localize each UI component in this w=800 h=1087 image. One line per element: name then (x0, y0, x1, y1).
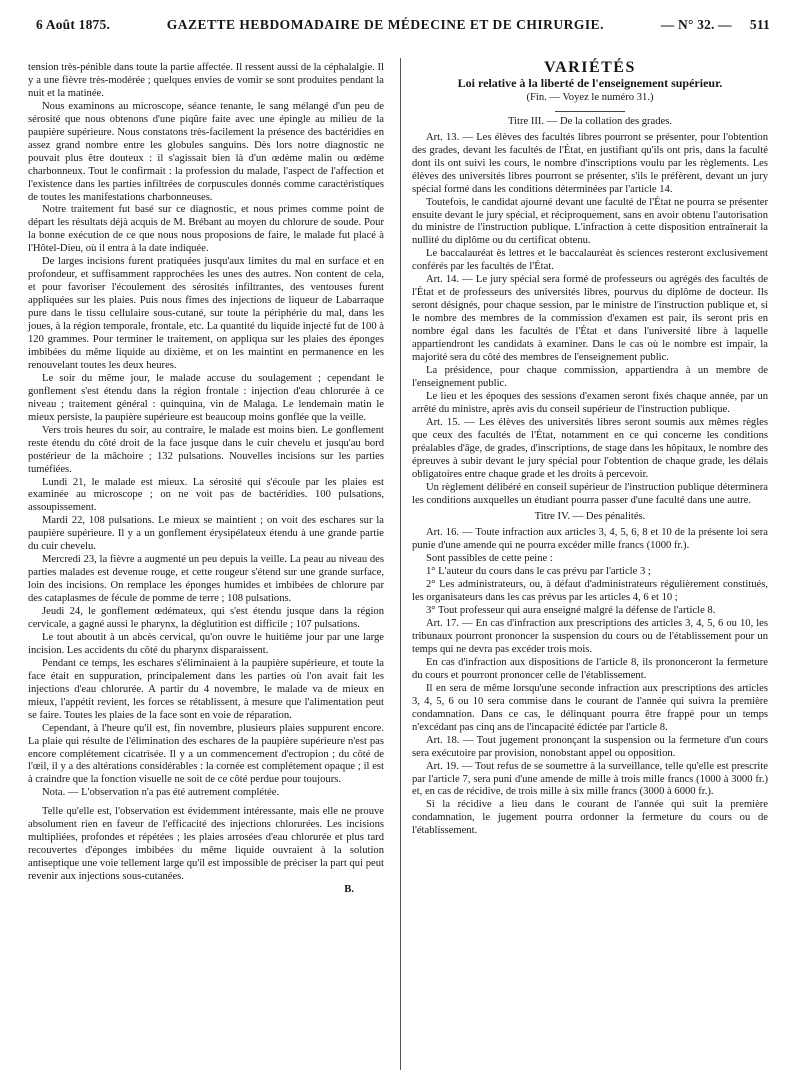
left-paragraph: Telle qu'elle est, l'observation est évidemment intéressante, mais elle ne prouve absolument rien en faveur de l'efficacité des injections chlorurées. Les incisions multipliées, profondes et répétées ; les plaies arrosées d'eau chlorurée et plus tard recouvertes d'éponges imbibées du même liquide ouvraient à la solution antiseptique une voie tellement large qu'il est impossible de préciser la part qui peut revenir aux injections sous-cutanées. (28, 806, 384, 883)
right-paragraph: 1° L'auteur du cours dans le cas prévu par l'article 3 ; (426, 566, 651, 578)
left-paragraph: De larges incisions furent pratiquées jusqu'aux limites du mal en surface et en profondeur, et suffisamment rapprochées les unes des autres. Non content de cela, et pour favoriser l'écoulement des sérosités infiltrantes, des ventouses furent appliquées sur les plaies. Puis nous fîmes des injections de liqueur de Labarraque pure dans le tissu cellulaire sous-cutané, sur toute la périphérie du mal, dans les joues, à la région temporale, frontale, etc. La quantité du liquide injecté fut de 100 à 120 grammes. Pour terminer le traitement, on appliqua sur les plaies des éponges imbibées du même liquide au dixième, et on les maintint en permanence en les renouvelant toutes les deux heures. (28, 256, 384, 371)
column-divider (400, 58, 401, 1070)
right-paragraph: Sont passibles de cette peine : (426, 553, 553, 565)
right-paragraph: La présidence, pour chaque commission, appartiendra à un membre de l'enseignement public. (412, 364, 768, 389)
left-paragraph: Nota. — L'observation n'a pas été autrement complétée. (42, 787, 280, 799)
header-title: GAZETTE HEBDOMADAIRE DE MÉDECINE ET DE CHIRURGIE. (166, 17, 604, 32)
right-paragraph: Art. 17. — En cas d'infraction aux prescriptions des articles 3, 4, 5, 6 ou 10, les tribunaux pourront prononcer la suspension du cours ou de l'établissement pour un temps qui ne devra pas excéder trois mois. (412, 618, 768, 655)
author-signature: B. (344, 884, 354, 896)
right-paragraph: Si la récidive a lieu dans le courant de l'année qui suit la première condamnation, le jugement pourra ordonner la fermeture du cours ou de l'établissement. (412, 799, 768, 837)
continuation-note: (Fin. — Voyez le numéro 31.) (526, 91, 654, 103)
left-paragraph: Pendant ce temps, les eschares s'éliminaient à la paupière supérieure, et toute la face était en suppuration, principalement dans les parties où l'on avait fait les injections d'eau chlorurée. A partir du 4 novembre, le malade va de mieux en mieux, l'appétit revient, les forces se rétablissent, à mesure que l'alimentation peut se faire. Toutes les plaies de la face sont en voie de réparation. (28, 657, 384, 721)
left-paragraph: Nous examinons au microscope, séance tenante, le sang mélangé d'un peu de sérosité que nous obtenons d'une piqûre faite avec une épingle au milieu de la paupière supérieure. Nous constatons très-facilement la présence des bactéridies en assez grand nombre entre les globules sanguins. Dès lors notre diagnostic ne pouvait plus être douteux : il s'agissait bien là d'un œdème malin ou œdème charbonneux. Tout le confirmait : la profession du malade, l'aspect de l'affection et l'existence dans les parties infiltrées de corpuscules donnés comme caractéristiques de toutes les manifestations charbonneuses. (28, 100, 384, 203)
left-paragraph: Vers trois heures du soir, au contraire, le malade est moins bien. Le gonflement reste étendu du côté droit de la face jusque dans le cuir chevelu et jusqu'au bord postérieur de la mâchoire ; 132 pulsations. Nouvelles incisions sur les parties tuméfiées. (28, 424, 384, 475)
right-paragraph: Art. 14. — Le jury spécial sera formé de professeurs ou agrégés des facultés de l'État et de professeurs des universités libres, pourvus du diplôme de docteur. Ils seront désignés, pour chaque session, par le ministre de l'instruction publique et, si le nombre des membres de la commission d'examen est pair, ils seront pris en nombre égal dans les facultés de l'État et dans l'université libre à laquelle appartiendront les candidats à examiner. Dans le cas où le nombre est impair, la majorité sera du côté des membres de l'enseignement public. (412, 274, 768, 364)
heading-rule (555, 111, 625, 112)
left-paragraph: Notre traitement fut basé sur ce diagnostic, et nous primes comme point de départ les résultats déjà acquis de M. Brébant au moyen du chlorure de soude. Pour la bonne exécution de ce que nous nous proposions de faire, le malade fut placé à l'Hôtel-Dieu, où il entra à la date indiquée. (28, 204, 384, 255)
right-paragraph: Art. 13. — Les élèves des facultés libres pourront se présenter, pour l'obtention des grades, devant les facultés de l'État, en justifiant qu'ils ont pris, dans la faculté dont ils ont suivi les cours, le nombre d'inscriptions voulu par les règlements. Les élèves des universités libres pourront se présenter, s'ils le préfèrent, devant un jury spécial formé dans les conditions déterminées par l'article 14. (412, 131, 768, 195)
article-heading: Loi relative à la liberté de l'enseignement supérieur. (457, 75, 723, 90)
right-paragraph: Toutefois, le candidat ajourné devant une faculté de l'État ne pourra se présenter ensuite devant le jury spécial, et réciproquement, sans en avoir obtenu l'autorisation du ministre de l'instruction publique. L'infraction à cette disposition entraînerait la nullité du diplôme ou du certificat obtenu. (412, 196, 768, 247)
right-paragraph: Le baccalauréat ès lettres et le baccalauréat ès sciences resteront exclusivement conférés par les facultés de l'État. (412, 248, 768, 273)
left-paragraph: tension très-pénible dans toute la partie affectée. Il ressent aussi de la céphalalgie. Il y a une fièvre très-modérée ; quelques envies de vomir se sont produites pendant la nuit et la matinée. (28, 62, 384, 99)
right-paragraph: Il en sera de même lorsqu'une seconde infraction aux prescriptions des articles 3, 4, 5, 6 ou 10 sera commise dans le courant de l'année qui suivra la première condamnation. Dans ce cas, le délinquant pourra être frappé pour un temps n'excédant pas cinq ans de l'incapacité édictée par l'article 8. (412, 682, 768, 733)
left-paragraph: Le soir du même jour, le malade accuse du soulagement ; cependant le gonflement s'est étendu dans la région frontale : injection d'eau chlorurée à ce niveau ; traitement général : quinquina, vin de Malaga. Le lendemain matin le mieux persiste, la paupière supérieure est beaucoup moins gonflée que la veille. (28, 372, 384, 423)
title-iv-heading: Titre IV. — Des pénalités. (534, 511, 646, 523)
left-paragraph: Mardi 22, 108 pulsations. Le mieux se maintient ; on voit des eschares sur la paupière supérieure. Il y a un gonflement érysipélateux étendu à une grande partie du cuir chevelu. (28, 515, 384, 553)
left-paragraph: Jeudi 24, le gonflement œdémateux, qui s'est étendu jusque dans la région cervicale, a gagné aussi le pharynx, la déglutition est difficile ; 107 pulsations. (28, 606, 384, 630)
page-header (36, 12, 770, 38)
right-paragraph: Art. 16. — Toute infraction aux articles 3, 4, 5, 6, 8 et 10 de la présente loi sera punie d'une amende qui ne pourra excéder mille francs (1000 fr.). (412, 527, 768, 552)
right-paragraph: Art. 19. — Tout refus de se soumettre à la surveillance, telle qu'elle est prescrite par l'article 7, sera puni d'une amende de mille à trois mille francs (1000 à 3000 fr.) et, en cas de récidive, de trois mille à six mille francs (3000 à 6000 fr.). (412, 760, 768, 798)
header-issue: — N° 32. — (660, 17, 732, 32)
right-paragraph: Art. 18. — Tout jugement prononçant la suspension ou la fermeture d'un cours sera exécutoire par provision, nonobstant appel ou opposition. (412, 734, 768, 759)
right-column (412, 59, 768, 838)
left-paragraph: Cependant, à l'heure qu'il est, fin novembre, plusieurs plaies suppurent encore. La plaie qui résulte de l'élimination des eschares de la paupière supérieure n'est pas encore complétement cicatrisée. Il y a un commencement d'ectropion ; du côté de l'œil, il y a des altérations considérables : la cornée est complétement opaque ; il est à craindre que la fonction visuelle ne soit de ce côté perdue pour toujours. (28, 722, 384, 786)
right-paragraph: Art. 15. — Les élèves des universités libres seront soumis aux mêmes règles que ceux des facultés de l'État, notamment en ce qui concerne les conditions préalables d'âge, de grades, d'inscriptions, de stage dans les hôpitaux, le nombre des épreuves à subir devant le jury spécial pour l'obtention de chaque grade, les délais obligatoires entre chaque grade et les droits à percevoir. (412, 416, 768, 480)
right-paragraph: Le lieu et les époques des sessions d'examen seront fixés chaque année, par un arrêté du ministre, après avis du conseil supérieur de l'instruction publique. (412, 390, 768, 415)
left-paragraph: Mercredi 23, la fièvre a augmenté un peu depuis la veille. La peau au niveau des parties malades est devenue rouge, et cette rougeur s'étend sur une grande surface, loin des incisions. On remplace les éponges humides et imbibées de chlorure par des cataplasmes de fécule de pomme de terre ; 108 pulsations. (28, 554, 384, 605)
right-paragraph: 2° Les administrateurs, ou, à défaut d'administrateurs régulièrement constitués, les organisateurs dans les cas prévus par les articles 4, 6 et 10 ; (412, 579, 768, 604)
section-title: VARIÉTÉS (544, 59, 636, 76)
title-iii-heading: Titre III. — De la collation des grades. (507, 115, 673, 127)
left-paragraph: Le tout aboutit à un abcès cervical, qu'on ouvre le huitième jour par une large incision. Les accidents du côté du pharynx disparaissent. (28, 631, 384, 656)
header-page-number: 511 (749, 17, 770, 32)
right-paragraph: Un règlement délibéré en conseil supérieur de l'instruction publique déterminera les conditions auxquelles un étudiant pourra passer d'une faculté dans une autre. (412, 481, 768, 506)
right-paragraph: 3° Tout professeur qui aura enseigné malgré la défense de l'article 8. (426, 605, 716, 617)
left-column (28, 62, 384, 897)
header-right (661, 17, 770, 33)
right-paragraph: En cas d'infraction aux dispositions de l'article 8, ils prononceront la fermeture du cours et pourront prononcer celle de l'établissement. (412, 656, 768, 681)
left-paragraph: Lundi 21, le malade est mieux. La sérosité qui s'écoule par les plaies est examinée au microscope ; on ne voit pas de bactéridies. 100 pulsations, assoupissement. (28, 476, 384, 514)
header-date: 6 Août 1875. (36, 17, 111, 32)
